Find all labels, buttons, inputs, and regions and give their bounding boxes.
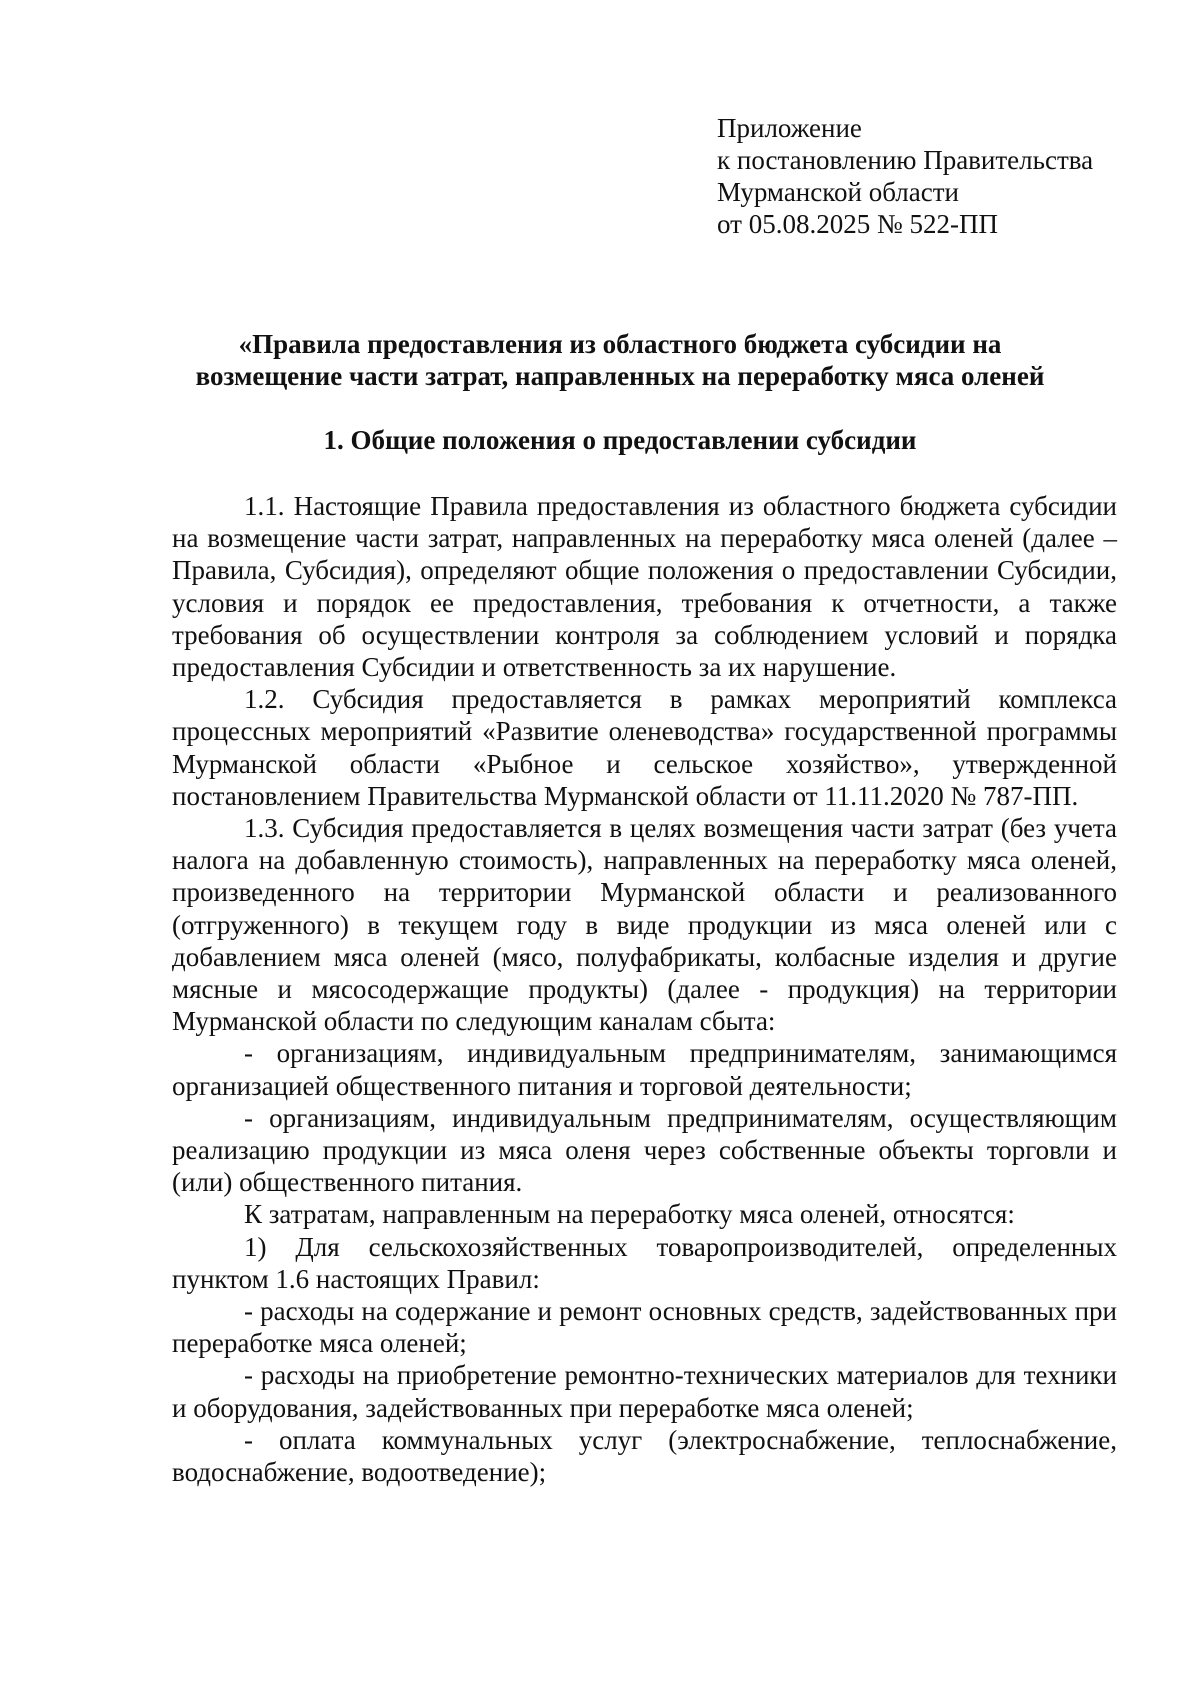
title-line: возмещение части затрат, направленных на переработку мяса оленей [195, 361, 1045, 391]
paragraph: - организациям, индивидуальным предпринимателям, осуществляющим реализацию продукции из мяса оленя через собственные объекты торговли и (или) общественного питания. [172, 1102, 1117, 1198]
section-heading: 1. Общие положения о предоставлении субсидии [323, 425, 917, 455]
paragraph: - оплата коммунальных услуг (электроснабжение, теплоснабжение, водоснабжение, водоотведение); [172, 1424, 1117, 1488]
paragraph: - организациям, индивидуальным предпринимателям, занимающимся организацией общественного питания и торговой деятельности; [172, 1038, 1117, 1101]
appendix-block [717, 112, 1093, 240]
appendix-line: к постановлению Правительства [717, 145, 1094, 175]
document-title [120, 328, 1120, 392]
appendix-line: Приложение [717, 113, 862, 143]
appendix-line: Мурманской области [717, 177, 959, 207]
appendix-line: от 05.08.2025 № 522-ПП [717, 209, 998, 239]
paragraph: - расходы на содержание и ремонт основных средств, задействованных при переработке мяса оленей; [172, 1296, 1117, 1359]
paragraph: 1.3. Субсидия предоставляется в целях возмещения части затрат (без учета налога на добавленную стоимость), направленных на переработку мяса оленей, произведенного на территории Мурманской области и реализованного (отгруженного) в текущем году в виде продукции из мяса оленей или с добавлением мяса оленей (мясо, полуфабрикаты, колбасные изделия и другие мясные и мясосодержащие продукты) (далее - продукция) на территории Мурманской области по следующим каналам сбыта: [172, 813, 1117, 1037]
paragraph: К затратам, направленным на переработку мяса оленей, относятся: [244, 1199, 1015, 1230]
paragraph: 1.2. Субсидия предоставляется в рамках мероприятий комплекса процессных мероприятий «Развитие оленеводства» государственной программы Мурманской области «Рыбное и сельское хозяйство», утвержденной постановлением Правительства Мурманской области от 11.11.2020 № 787-ПП. [172, 684, 1117, 811]
paragraph: - расходы на приобретение ремонтно-технических материалов для техники и оборудования, задействованных при переработке мяса оленей; [172, 1360, 1117, 1423]
paragraph: 1.1. Настоящие Правила предоставления из областного бюджета субсидии на возмещение части затрат, направленных на переработку мяса оленей (далее – Правила, Субсидия), определяют общие положения о предоставлении Субсидии, условия и порядок ее предоставления, требования к отчетности, а также требования об осуществлении контроля за соблюдением условий и порядка предоставления Субсидии и ответственность за их нарушение. [172, 491, 1117, 683]
paragraph: 1) Для сельскохозяйственных товаропроизводителей, определенных пунктом 1.6 настоящих Правил: [172, 1231, 1117, 1294]
document-body [172, 490, 1117, 1488]
title-line: «Правила предоставления из областного бюджета субсидии на [238, 329, 1002, 359]
